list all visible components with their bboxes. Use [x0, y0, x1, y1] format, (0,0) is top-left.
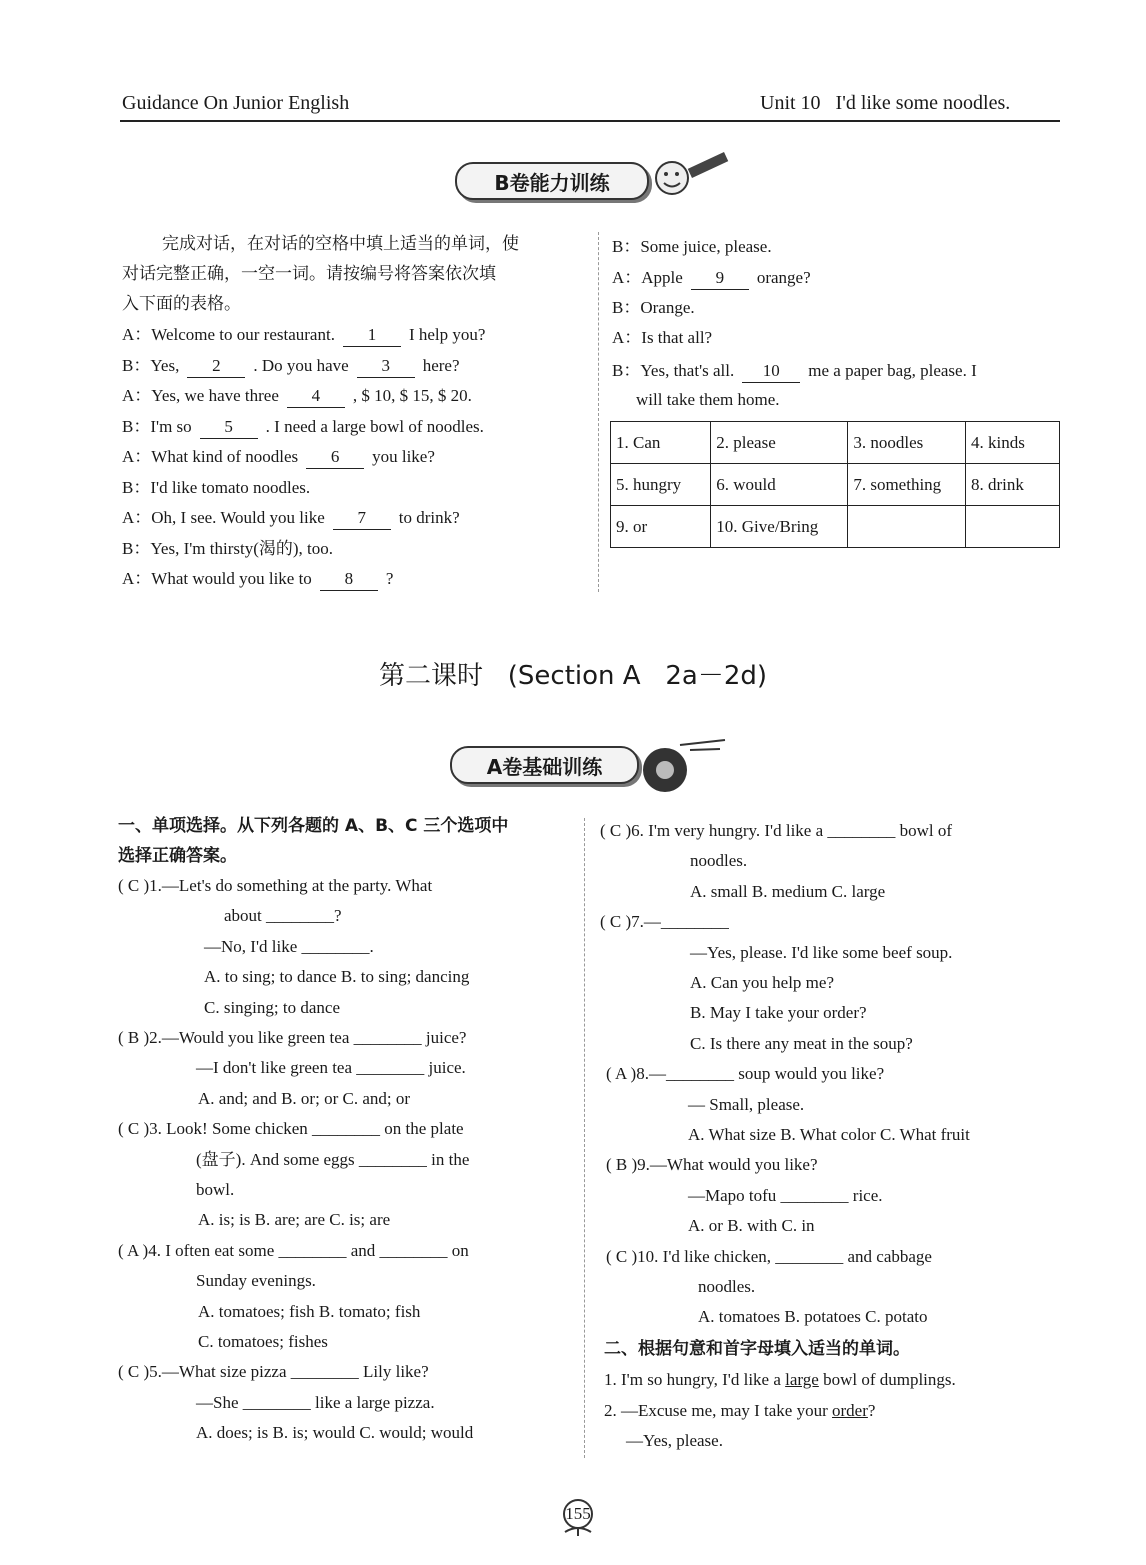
answer-cell: 4. kinds [966, 422, 1060, 464]
question-line: A. is; is B. are; are C. is; are [198, 1210, 391, 1230]
dialogue-text: B：I'd like tomato noodles. [122, 477, 311, 497]
dialogue-line [612, 356, 977, 386]
answer-cell: 3. noodles [848, 422, 966, 464]
header-right: Unit 10 I'd like some noodles. [760, 92, 1011, 114]
dialogue-line [612, 293, 695, 323]
dialogue-line [122, 503, 460, 533]
tire-icon [630, 735, 730, 795]
answer-cell: 5. hungry [611, 464, 711, 506]
question-line: ( B )2.—Would you like green tea ________ juice? [118, 1028, 467, 1047]
q2-pre: 2. —Excuse me, may I take your [604, 1401, 828, 1420]
sec2-q2 [604, 1396, 875, 1426]
column-divider-top [598, 232, 599, 592]
dialogue-text: . Do you have [253, 355, 349, 375]
dialogue-text: here? [422, 355, 460, 375]
answer-cell: 1. Can [611, 422, 711, 464]
answer-cell: 10. Give/Bring [711, 506, 848, 548]
question-line: C. tomatoes; fishes [198, 1332, 328, 1351]
answer-cell: 8. drink [966, 464, 1060, 506]
question-line: A. What size B. What color C. What fruit [688, 1125, 970, 1144]
dialogue-text: . I need a large bowl of noodles. [265, 416, 484, 436]
answer-blank: 8 [320, 568, 378, 591]
dialogue-line [636, 385, 780, 415]
dialogue-text: A：Is that all? [612, 328, 713, 347]
question-line: ( A )8.—________ soup would you like? [606, 1064, 885, 1084]
intro-line-3: 入下面的表格。 [122, 294, 241, 314]
question-line: ( C )6. I'm very hungry. I'd like a ________ bowl of [600, 821, 953, 840]
question-line: A. tomatoes; fish B. tomato; fish [198, 1301, 421, 1321]
sec2-title: 二、根据句意和首字母填入适当的单词。 [604, 1339, 910, 1359]
dialogue-line [122, 412, 484, 442]
answer-blank: 10 [742, 360, 800, 383]
question-line: A. to sing; to dance B. to sing; dancing [204, 967, 470, 987]
question-line: ( A )4. I often eat some ________ and ________ on [118, 1240, 469, 1260]
answer-cell: 2. please [711, 422, 848, 464]
dialogue-text: will take them home. [636, 390, 780, 409]
dialogue-text: you like? [372, 447, 435, 466]
dialogue-text: B：Orange. [612, 298, 695, 317]
intro-line-1: 完成对话，在对话的空格中填上适当的单词，使 [162, 234, 519, 254]
answer-blank: 1 [343, 324, 401, 347]
question-line: ( C )5.—What size pizza ________ Lily like? [118, 1362, 429, 1382]
dialogue-text: B：Yes, that's all. [612, 361, 735, 380]
answer-cell [966, 506, 1060, 548]
dialogue-text: orange? [756, 268, 811, 287]
answer-cell: 6. would [711, 464, 848, 506]
q1-pre: 1. I'm so hungry, I'd like a [604, 1370, 781, 1389]
answer-blank: 3 [357, 355, 415, 378]
dialogue-text: B：Yes, I'm thirsty(渴的), too. [122, 538, 334, 558]
question-line: B. May I take your order? [690, 1003, 867, 1023]
dialogue-text: me a paper bag, please. I [808, 361, 977, 380]
question-line: —Yes, please. I'd like some beef soup. [690, 942, 953, 962]
dialogue-text: A：Yes, we have three [122, 386, 279, 405]
question-line: ( C )7.—________ [600, 912, 729, 932]
dialogue-text: A：Welcome to our restaurant. [122, 325, 335, 344]
answer-row [611, 464, 1060, 506]
dialogue-text: ? [385, 569, 394, 588]
header-rule [120, 120, 1060, 122]
header-left: Guidance On Junior English [122, 92, 350, 114]
q2-answer: order [832, 1401, 868, 1420]
dialogue-text: I help you? [408, 325, 486, 344]
answer-blank: 5 [200, 416, 258, 439]
dialogue-text: , $ 10, $ 15, $ 20. [352, 386, 472, 405]
question-line: ( B )9.—What would you like? [606, 1155, 818, 1175]
question-line: about ________? [224, 906, 342, 926]
question-line: — Small, please. [688, 1094, 805, 1114]
answer-blank: 4 [287, 385, 345, 408]
column-divider-bottom [584, 818, 585, 1458]
question-line: C. singing; to dance [204, 997, 340, 1017]
answer-cell: 9. or [611, 506, 711, 548]
sec1-title-2: 选择正确答案。 [118, 846, 237, 866]
dialogue-line [122, 564, 393, 594]
dialogue-line [612, 232, 772, 262]
dialogue-text: A：Apple [612, 268, 683, 287]
dialogue-line [122, 442, 435, 472]
answer-cell [848, 506, 966, 548]
question-line: noodles. [690, 851, 748, 871]
lesson-title: 第二课时 (Section A 2a－2d) [378, 661, 768, 691]
answer-cell: 7. something [848, 464, 966, 506]
dialogue-line [612, 263, 811, 293]
answer-blank: 9 [691, 267, 749, 290]
sec2-q2-reply: —Yes, please. [626, 1431, 723, 1450]
sec2-q1 [604, 1365, 956, 1395]
question-line: noodles. [698, 1277, 756, 1296]
answer-blank: 6 [306, 446, 364, 469]
dialogue-text: A：Oh, I see. Would you like [122, 508, 325, 527]
pencil-icon [650, 150, 730, 200]
answer-table [610, 421, 1060, 548]
q2-post: ? [867, 1401, 876, 1420]
dialogue-line [612, 323, 712, 353]
q1-answer: large [785, 1370, 819, 1389]
q1-post: bowl of dumplings. [823, 1370, 956, 1389]
banner-a: A卷基础训练 [450, 746, 639, 784]
question-line: ( C )3. Look! Some chicken ________ on the plate [118, 1119, 464, 1139]
dialogue-line [122, 473, 310, 503]
question-line: bowl. [196, 1180, 235, 1199]
dialogue-text: A：What would you like to [122, 569, 312, 588]
sec1-title-1: 一、单项选择。从下列各题的 A、B、C 三个选项中 [118, 816, 509, 836]
dialogue-text: B：Some juice, please. [612, 237, 772, 256]
question-line: —No, I'd like ________. [204, 936, 374, 956]
question-line: C. Is there any meat in the soup? [690, 1033, 913, 1053]
answer-blank: 7 [333, 507, 391, 530]
question-line: A. does; is B. is; would C. would; would [196, 1423, 474, 1443]
answer-row [611, 422, 1060, 464]
question-line: A. small B. medium C. large [690, 881, 886, 901]
question-line: —Mapo tofu ________ rice. [688, 1185, 883, 1205]
question-line: A. and; and B. or; or C. and; or [198, 1088, 410, 1108]
question-line: A. or B. with C. in [688, 1216, 815, 1236]
intro-line-2: 对话完整正确，一空一词。请按编号将答案依次填 [122, 264, 496, 284]
dialogue-text: A：What kind of noodles [122, 447, 299, 466]
banner-b: B卷能力训练 [455, 162, 649, 200]
page-number: 155 [565, 1504, 591, 1523]
question-line: ( C )1.—Let's do something at the party. What [118, 876, 433, 895]
question-line: (盘子). And some eggs ________ in the [196, 1149, 470, 1169]
answer-row [611, 506, 1060, 548]
question-line: A. tomatoes B. potatoes C. potato [698, 1307, 928, 1327]
dialogue-line [122, 351, 460, 381]
dialogue-line [122, 381, 472, 411]
dialogue-line [122, 534, 333, 564]
dialogue-text: to drink? [398, 508, 460, 527]
dialogue-line [122, 320, 485, 350]
question-line: Sunday evenings. [196, 1271, 316, 1291]
question-line: —I don't like green tea ________ juice. [196, 1058, 466, 1078]
question-line: —She ________ like a large pizza. [196, 1392, 435, 1412]
dialogue-text: B：Yes, [122, 355, 180, 375]
answer-blank: 2 [187, 355, 245, 378]
page-number-badge [545, 1496, 611, 1536]
dialogue-text: B：I'm so [122, 416, 192, 436]
question-line: ( C )10. I'd like chicken, ________ and cabbage [606, 1246, 932, 1266]
question-line: A. Can you help me? [690, 973, 834, 992]
